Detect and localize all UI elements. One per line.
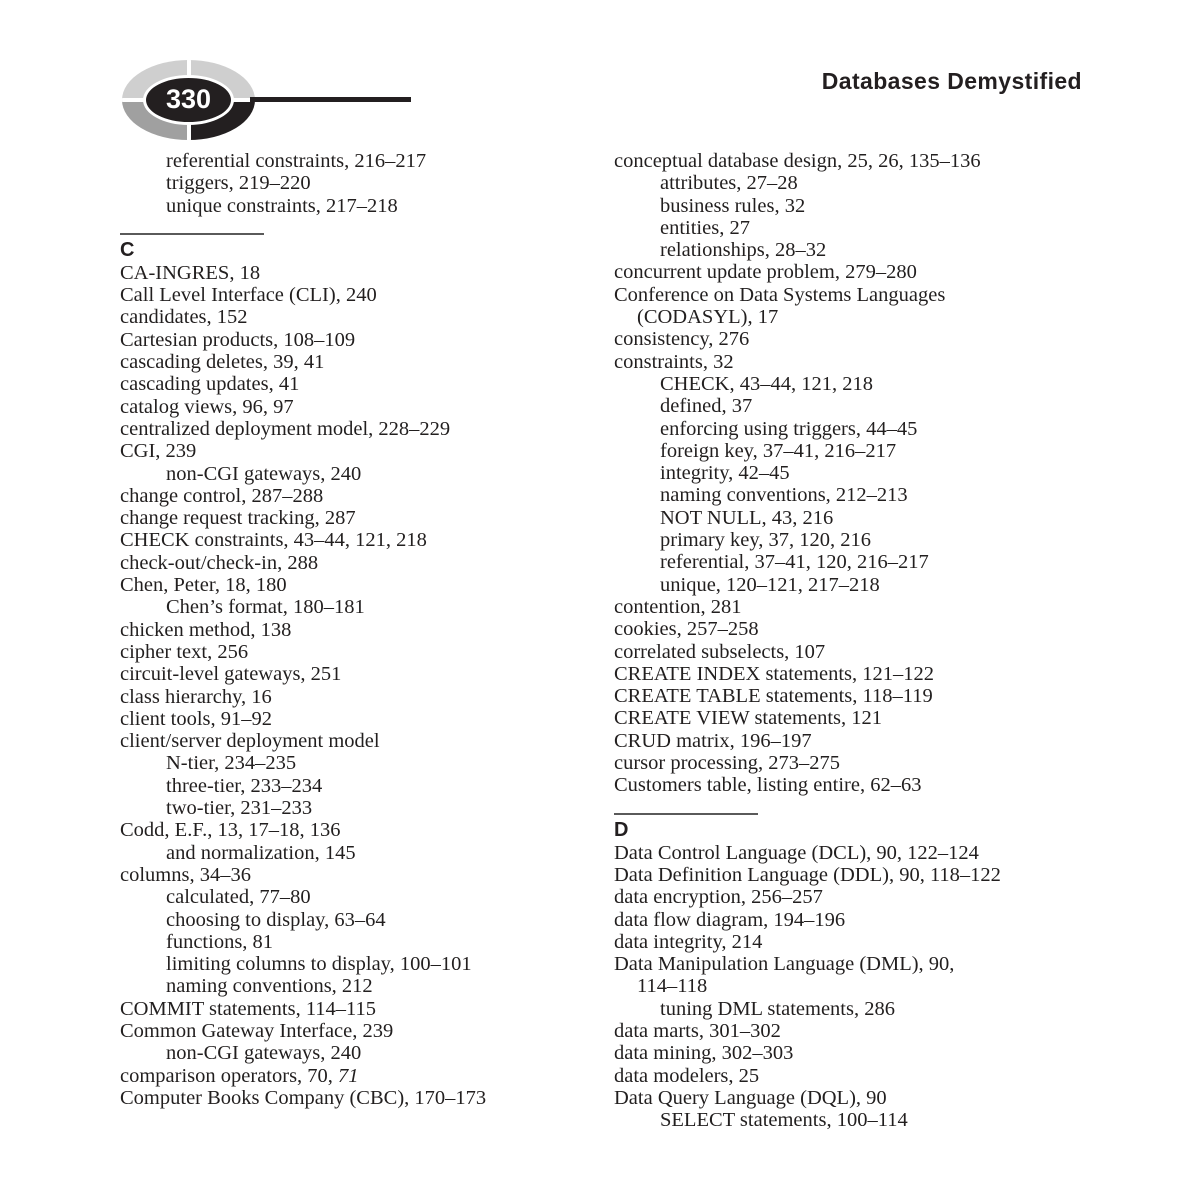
index-subentry — [120, 842, 590, 864]
index-entry-text: cipher text, 256 — [120, 640, 249, 663]
index-entry — [614, 774, 1094, 796]
index-entry-text: limiting columns to display, 100–101 — [166, 953, 472, 976]
running-head — [0, 0, 1200, 145]
index-entry-text: tuning DML statements, 286 — [660, 997, 895, 1020]
index-entry — [614, 707, 1094, 729]
index-entry-text: cookies, 257–258 — [614, 618, 759, 641]
index-entry-text: CREATE INDEX statements, 121–122 — [614, 662, 934, 685]
index-entry — [120, 641, 590, 663]
index-entry-text: referential constraints, 216–217 — [166, 150, 427, 172]
index-entry-text: data integrity, 214 — [614, 930, 763, 953]
index-entry — [614, 641, 1094, 663]
index-entry-text: data modelers, 25 — [614, 1064, 760, 1087]
letter-heading: D — [614, 818, 629, 841]
index-entry — [614, 1087, 1094, 1109]
index-entry — [120, 262, 590, 284]
index-entry-text: change control, 287–288 — [120, 484, 324, 507]
index-entry — [614, 752, 1094, 774]
index-subentry — [120, 953, 590, 975]
index-entry-text: (CODASYL), 17 — [637, 306, 779, 329]
index-entry — [120, 864, 590, 886]
index-subentry — [614, 998, 1094, 1020]
index-entry-text: Call Level Interface (CLI), 240 — [120, 284, 377, 307]
index-entry-text: CRUD matrix, 196–197 — [614, 729, 812, 752]
index-column-left — [120, 150, 590, 1109]
index-entry — [614, 931, 1094, 953]
index-entry-text: class hierarchy, 16 — [120, 685, 272, 708]
index-entry-text: attributes, 27–28 — [660, 172, 798, 195]
index-subentry — [614, 574, 1094, 596]
index-subentry — [614, 239, 1094, 261]
index-entry-text: CREATE VIEW statements, 121 — [614, 707, 882, 730]
index-entry-text: columns, 34–36 — [120, 863, 251, 886]
index-entry-text: N-tier, 234–235 — [166, 752, 297, 775]
index-entry-text: and normalization, 145 — [166, 841, 356, 864]
letter-section-c — [120, 233, 590, 261]
index-entry — [614, 150, 1094, 172]
index-subentry — [120, 596, 590, 618]
index-entry — [614, 596, 1094, 618]
index-entry-text: two-tier, 231–233 — [166, 797, 313, 820]
index-entry — [120, 351, 590, 373]
index-entry-text: candidates, 152 — [120, 306, 248, 329]
index-entry-text: Data Control Language (DCL), 90, 122–124 — [614, 841, 979, 864]
index-entry — [120, 1020, 590, 1042]
index-subentry — [120, 775, 590, 797]
letter-heading: C — [120, 238, 135, 261]
index-entry-text: CA-INGRES, 18 — [120, 261, 261, 284]
index-entry-text: concurrent update problem, 279–280 — [614, 261, 917, 284]
index-subentry — [614, 529, 1094, 551]
index-entry-text: client tools, 91–92 — [120, 707, 273, 730]
index-entry-text: data marts, 301–302 — [614, 1019, 781, 1042]
index-subentry — [614, 418, 1094, 440]
index-entry-text: conceptual database design, 25, 26, 135–136 — [614, 150, 981, 172]
index-entry-text: Computer Books Company (CBC), 170–173 — [120, 1086, 487, 1109]
page-folio-badge — [122, 60, 255, 140]
index-subentry — [614, 440, 1094, 462]
index-subentry — [120, 909, 590, 931]
index-subentry — [614, 1109, 1094, 1131]
index-entry-text: referential, 37–41, 120, 216–217 — [660, 551, 929, 574]
index-entry-text: unique, 120–121, 217–218 — [660, 573, 880, 596]
book-title: Databases Demystified — [821, 68, 1082, 94]
index-entry-text: non-CGI gateways, 240 — [166, 1042, 362, 1065]
index-entry-text: Data Definition Language (DDL), 90, 118–122 — [614, 863, 1001, 886]
index-entry-text: chicken method, 138 — [120, 618, 292, 641]
index-entry — [120, 418, 590, 440]
index-entry — [120, 284, 590, 306]
index-entry-text: COMMIT statements, 114–115 — [120, 997, 377, 1020]
index-entry-text: data mining, 302–303 — [614, 1042, 794, 1065]
index-entry — [614, 842, 1094, 864]
index-entry — [120, 529, 590, 551]
index-entry-text: check-out/check-in, 288 — [120, 551, 319, 574]
index-entry-text: cascading updates, 41 — [120, 373, 300, 396]
index-entry-text: correlated subselects, 107 — [614, 640, 826, 663]
index-entry-continuation — [614, 975, 1094, 997]
index-entry — [614, 618, 1094, 640]
index-entry-text: SELECT statements, 100–114 — [660, 1109, 908, 1132]
index-entry-text: choosing to display, 63–64 — [166, 908, 386, 931]
index-subentry — [120, 886, 590, 908]
index-subentry — [120, 931, 590, 953]
index-entry — [120, 329, 590, 351]
index-entry — [614, 886, 1094, 908]
index-entry-text: Conference on Data Systems Languages — [614, 283, 946, 306]
index-subentry — [614, 172, 1094, 194]
index-entry-text: CGI, 239 — [120, 440, 197, 463]
index-entry — [120, 1087, 590, 1109]
index-entry-text: centralized deployment model, 228–229 — [120, 417, 451, 440]
index-entry-text: CHECK constraints, 43–44, 121, 218 — [120, 529, 427, 552]
index-entry — [120, 1065, 590, 1087]
index-subentry — [614, 217, 1094, 239]
index-subentry — [120, 195, 590, 217]
index-entry-text: 114–118 — [637, 975, 708, 998]
index-entry-text: cursor processing, 273–275 — [614, 752, 841, 775]
index-entry-text: enforcing using triggers, 44–45 — [660, 417, 918, 440]
index-entry-text: Data Manipulation Language (DML), 90, — [614, 953, 955, 976]
index-entry-text: primary key, 37, 120, 216 — [660, 529, 872, 552]
letter-divider-rule — [614, 813, 758, 815]
index-subentry — [614, 395, 1094, 417]
index-entry — [120, 485, 590, 507]
index-entry — [120, 574, 590, 596]
index-subentry — [614, 462, 1094, 484]
index-entry-text: constraints, 32 — [614, 350, 734, 373]
index-entry-text: triggers, 219–220 — [166, 172, 311, 195]
index-entry-text: functions, 81 — [166, 930, 274, 953]
index-subentry — [614, 484, 1094, 506]
index-entry-text: CHECK, 43–44, 121, 218 — [660, 372, 873, 395]
index-entry — [120, 373, 590, 395]
index-entry — [120, 552, 590, 574]
index-entry-text: catalog views, 96, 97 — [120, 395, 294, 418]
index-entry-text: Codd, E.F., 13, 17–18, 136 — [120, 819, 341, 842]
header-rule — [250, 97, 411, 102]
index-entry-text: cascading deletes, 39, 41 — [120, 351, 325, 374]
index-entry-text: data encryption, 256–257 — [614, 886, 823, 909]
index-entry — [614, 685, 1094, 707]
index-subentry — [614, 195, 1094, 217]
index-entry — [120, 998, 590, 1020]
letter-divider-rule — [120, 233, 264, 235]
index-entry-text: client/server deployment model — [120, 730, 380, 753]
index-entry-text: comparison operators, 70, — [120, 1064, 339, 1087]
index-entry-continuation — [614, 306, 1094, 328]
index-entry-text: consistency, 276 — [614, 328, 750, 351]
index-entry-text: integrity, 42–45 — [660, 462, 790, 485]
index-entry-text: Data Query Language (DQL), 90 — [614, 1086, 887, 1109]
index-subentry — [120, 752, 590, 774]
index-entry — [120, 686, 590, 708]
index-entry — [614, 261, 1094, 283]
index-subentry — [120, 797, 590, 819]
index-entry — [120, 306, 590, 328]
index-entry — [120, 708, 590, 730]
index-subentry — [614, 551, 1094, 573]
page-number: 330 — [165, 83, 212, 114]
index-body — [0, 150, 1200, 1200]
index-entry — [120, 619, 590, 641]
index-entry-text: naming conventions, 212–213 — [660, 484, 908, 507]
index-entry-text: unique constraints, 217–218 — [166, 194, 398, 217]
index-entry-text: non-CGI gateways, 240 — [166, 462, 362, 485]
index-subentry — [614, 373, 1094, 395]
index-entry — [120, 396, 590, 418]
index-entry — [120, 819, 590, 841]
index-subentry — [120, 1042, 590, 1064]
index-entry-text: contention, 281 — [614, 595, 742, 618]
index-entry-italic-locator: 71 — [338, 1064, 359, 1087]
index-entry — [614, 909, 1094, 931]
index-entry-text: Common Gateway Interface, 239 — [120, 1019, 394, 1042]
index-subentry — [120, 463, 590, 485]
index-entry — [614, 1042, 1094, 1064]
index-entry-text: naming conventions, 212 — [166, 975, 373, 998]
index-entry-text: change request tracking, 287 — [120, 507, 356, 530]
index-entry-text: entities, 27 — [660, 216, 750, 239]
index-entry — [614, 1065, 1094, 1087]
index-entry — [120, 663, 590, 685]
index-entry — [120, 730, 590, 752]
index-entry — [614, 864, 1094, 886]
index-entry-text: Chen’s format, 180–181 — [166, 596, 365, 619]
index-entry-text: NOT NULL, 43, 216 — [660, 506, 834, 529]
index-entry — [614, 730, 1094, 752]
index-entry-text: data flow diagram, 194–196 — [614, 908, 846, 931]
index-entry-text: foreign key, 37–41, 216–217 — [660, 439, 897, 462]
index-entry-text: relationships, 28–32 — [660, 239, 827, 262]
letter-section-d — [614, 813, 1094, 841]
index-entry — [614, 351, 1094, 373]
index-entry-text: three-tier, 233–234 — [166, 774, 323, 797]
index-entry — [614, 284, 1094, 306]
index-entry-text: circuit-level gateways, 251 — [120, 663, 342, 686]
index-entry-text: defined, 37 — [660, 395, 753, 418]
index-entry — [614, 328, 1094, 350]
index-subentry — [120, 975, 590, 997]
index-entry-text: Chen, Peter, 18, 180 — [120, 574, 287, 597]
folio-inner-ellipse — [143, 75, 234, 125]
index-entry-text: calculated, 77–80 — [166, 886, 311, 909]
index-entry — [614, 953, 1094, 975]
index-entry-text: business rules, 32 — [660, 194, 806, 217]
index-entry — [120, 507, 590, 529]
index-entry — [614, 663, 1094, 685]
index-entry-text: CREATE TABLE statements, 118–119 — [614, 685, 933, 708]
index-column-right — [614, 150, 1094, 1131]
index-entry-text: Cartesian products, 108–109 — [120, 328, 356, 351]
index-entry — [614, 1020, 1094, 1042]
index-entry-text: Customers table, listing entire, 62–63 — [614, 774, 922, 797]
index-subentry — [120, 172, 590, 194]
index-entry — [120, 440, 590, 462]
index-subentry — [614, 507, 1094, 529]
index-subentry — [120, 150, 590, 172]
